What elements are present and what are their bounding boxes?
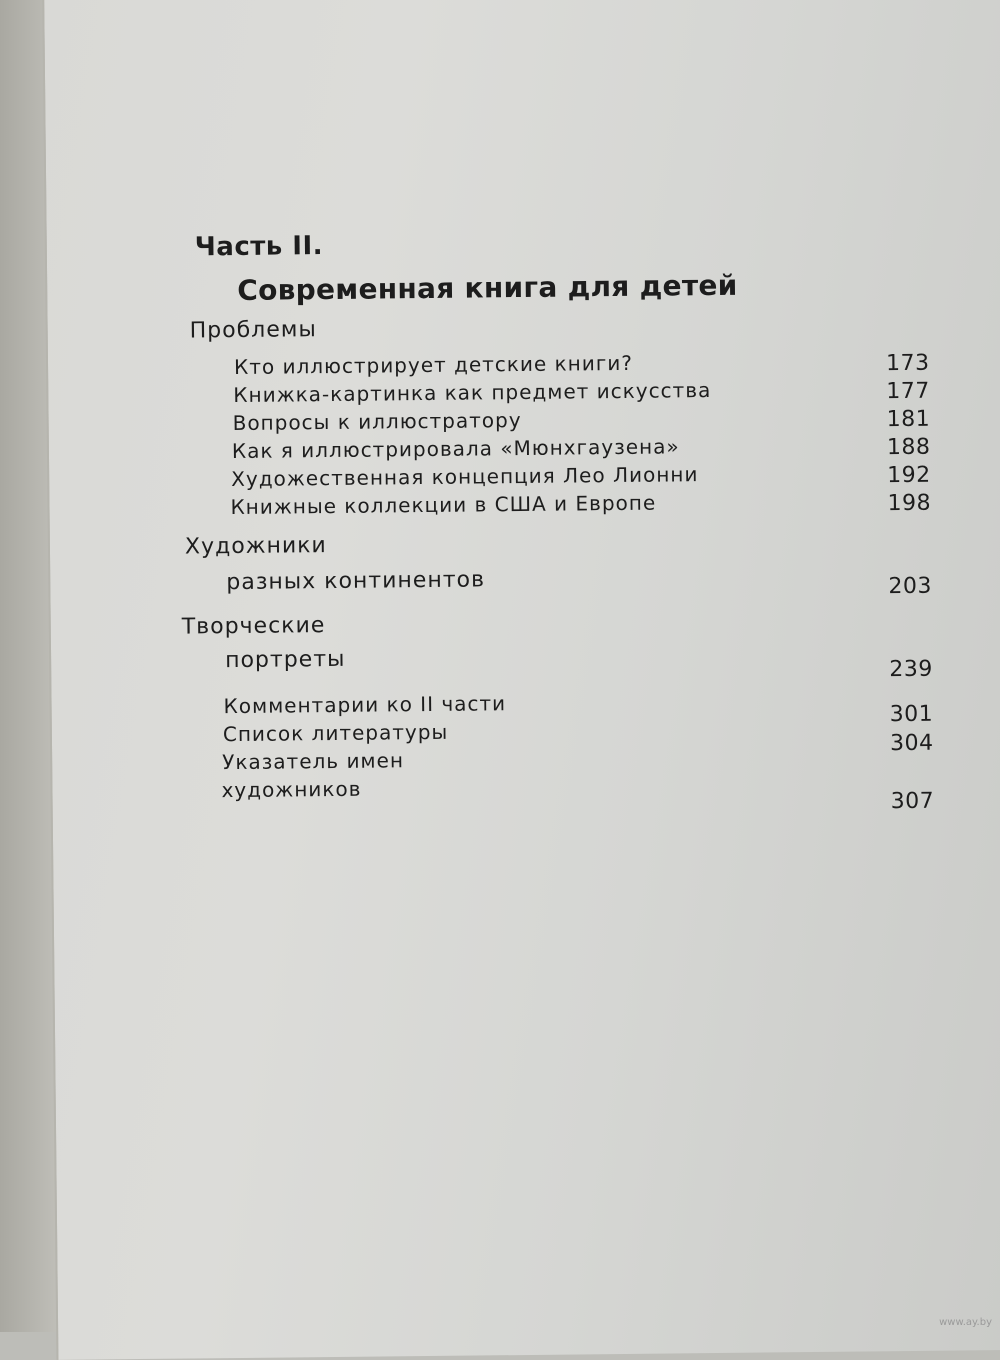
section-heading-artists-line2: разных континентов <box>226 567 486 596</box>
appendix-entry-title: Комментарии ко II части <box>223 691 507 719</box>
part-title: Современная книга для детей <box>237 268 738 307</box>
toc-entry-page: 181 <box>886 406 931 433</box>
toc-entry-title: Художественная концепция Лео Лионни <box>231 462 699 492</box>
section-heading-artists: Художники <box>184 533 327 560</box>
toc-entry-title: Вопросы к иллюстратору <box>232 408 522 436</box>
part-label: Часть II. <box>194 231 324 263</box>
toc-entry-title: Кто иллюстрирует детские книги? <box>233 350 633 380</box>
section-heading-problems: Проблемы <box>189 317 317 344</box>
section-heading-portraits-line2: портреты <box>225 646 346 674</box>
appendix-entry-title: Указатель имен <box>222 748 405 775</box>
watermark: www.ay.by <box>939 1317 992 1328</box>
appendix-entry-title: Список литературы <box>222 719 449 747</box>
appendix-entry-page: 301 <box>889 701 934 728</box>
appendix-entry-page: 304 <box>889 730 934 757</box>
toc-entry-page: 192 <box>887 462 931 489</box>
toc-entry-page: 188 <box>886 434 931 461</box>
toc-entry-title: Книжные коллекции в США и Европе <box>230 490 657 520</box>
toc-entry-title: Книжка-картинка как предмет искусства <box>233 378 712 408</box>
toc-entry-page: 198 <box>887 490 932 517</box>
toc-entry-title: Как я иллюстрировала «Мюнхгаузена» <box>231 434 680 464</box>
section-page-portraits: 239 <box>889 656 933 683</box>
toc-entry-page: 173 <box>885 350 930 377</box>
toc-entry-page: 177 <box>886 378 930 405</box>
appendix-entry-page: 307 <box>890 788 935 815</box>
section-heading-portraits: Творческие <box>181 613 326 640</box>
book-page <box>42 0 1000 1360</box>
appendix-entry-title-line2: художников <box>221 776 362 803</box>
section-page-artists: 203 <box>888 573 933 600</box>
